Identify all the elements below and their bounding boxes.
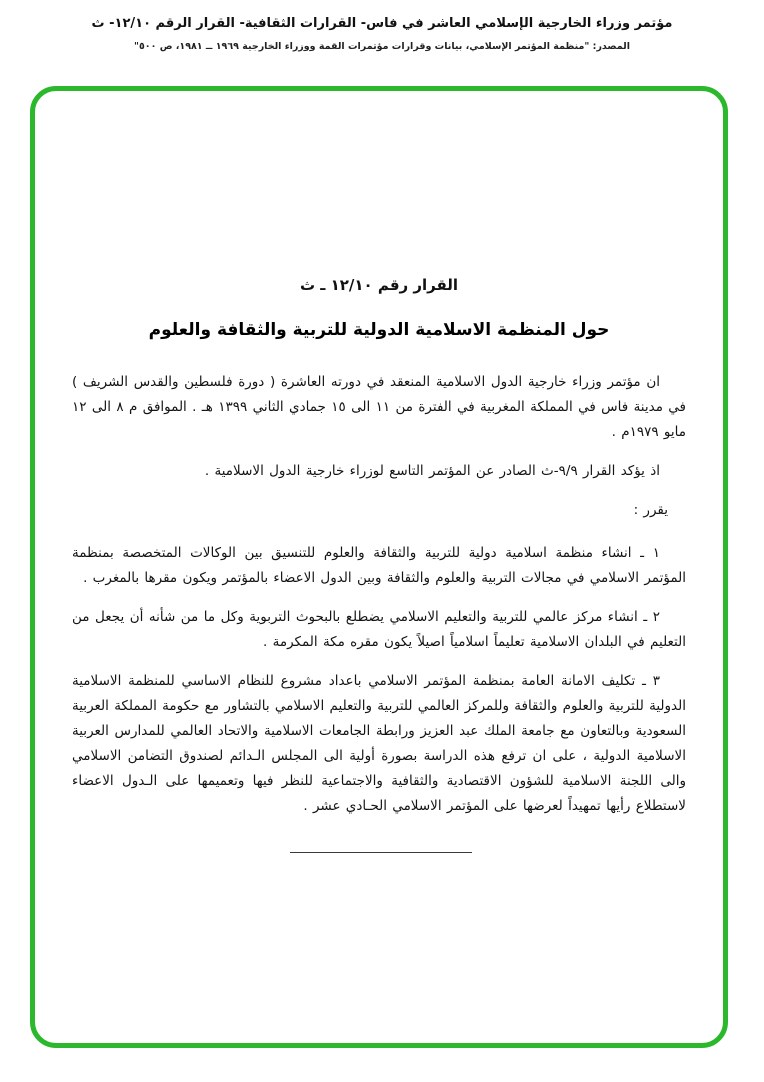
paragraph-item-2: ٢ ـ انشاء مركز عالمي للتربية والتعليم الاسلامي يضطلع بالبحوث التربوية وكل ما من شأنه أن يجعل من التعليم في البلدان الاسلامية تعليماً اسلامياً اصيلاً يكون مقره مكة المكرمة . (72, 609, 686, 650)
paragraph-preamble: ان مؤتمر وزراء خارجية الدول الاسلامية المنعقد في دورته العاشرة ( دورة فلسطين والقدس الشريف ) في مدينة فاس في المملكة المغربية في الفترة من ١١ الى ١٥ جمادي الثاني ١٣٩٩ هـ . الموافق م ٨ الى ١٢ مايو ١٩٧٩م . (72, 374, 687, 440)
resolution-number-title: القرار رقم ١٢/١٠ ـ ث (299, 276, 459, 294)
paragraph-item-1: ١ ـ انشاء منظمة اسلامية دولية للتربية والثقافة والعلوم للتنسيق بين الوكالات المتخصصة بمنظمة المؤتمر الاسلامي في مجالات التربية والعلوم والثقافة وبين الدول الاعضاء بالمؤتمر ويكون مقرها بالمغرب . (72, 545, 686, 586)
paragraph-affirmation: اذ يؤكد القرار ٩/٩-ث الصادر عن المؤتمر التاسع لوزراء خارجية الدول الاسلامية . (204, 463, 660, 479)
resolution-subject-title: حول المنظمة الاسلامية الدولية للتربية والثقافة والعلوم (148, 320, 610, 340)
document-content (72, 276, 686, 833)
page-header (0, 14, 764, 54)
divider-line (290, 852, 472, 853)
header-source-line: المصدر: "منظمة المؤتمر الإسلامي، بيانات وقرارات مؤتمرات القمة ووزراء الخارجية ١٩٦٩ ــ ١٩٨١، ص ٥٠٠" (134, 41, 630, 52)
paragraph-decides: يقرر : (633, 502, 668, 518)
paragraph-item-3: ٣ ـ تكليف الامانة العامة بمنظمة المؤتمر الاسلامي باعداد مشروع للنظام الاساسي للمنظمة الاسلامية الدولية للتربية والعلوم والثقافة وللمركز العالمي للتربية والتعليم الاسلامي بالتشاور مع حكومة المملكة العربية السعودية وبالتعاون مع جامعة الملك عبد العزيز ورابطة الجامعات الاسلامية والاتحاد العالمي للمدارس العربية الاسلامية الدولية ، على ان ترفع هذه الدراسة بصورة أولية الى المجلس الـدائم لصندوق التضامن الاسلامي والى اللجنة الاسلامية للشؤون الاقتصادية والثقافية والاجتماعية للنظر فيها وتعميمها على الـدول الاعضاء لاستطلاع رأيها تمهيداً لعرضها على المؤتمر الاسلامي الحـادي عشر . (72, 673, 686, 814)
header-citation-title: مؤتمر وزراء الخارجية الإسلامي العاشر في فاس- القرارات الثقافية- القرار الرقم ١٢/١٠- ث (91, 16, 673, 31)
